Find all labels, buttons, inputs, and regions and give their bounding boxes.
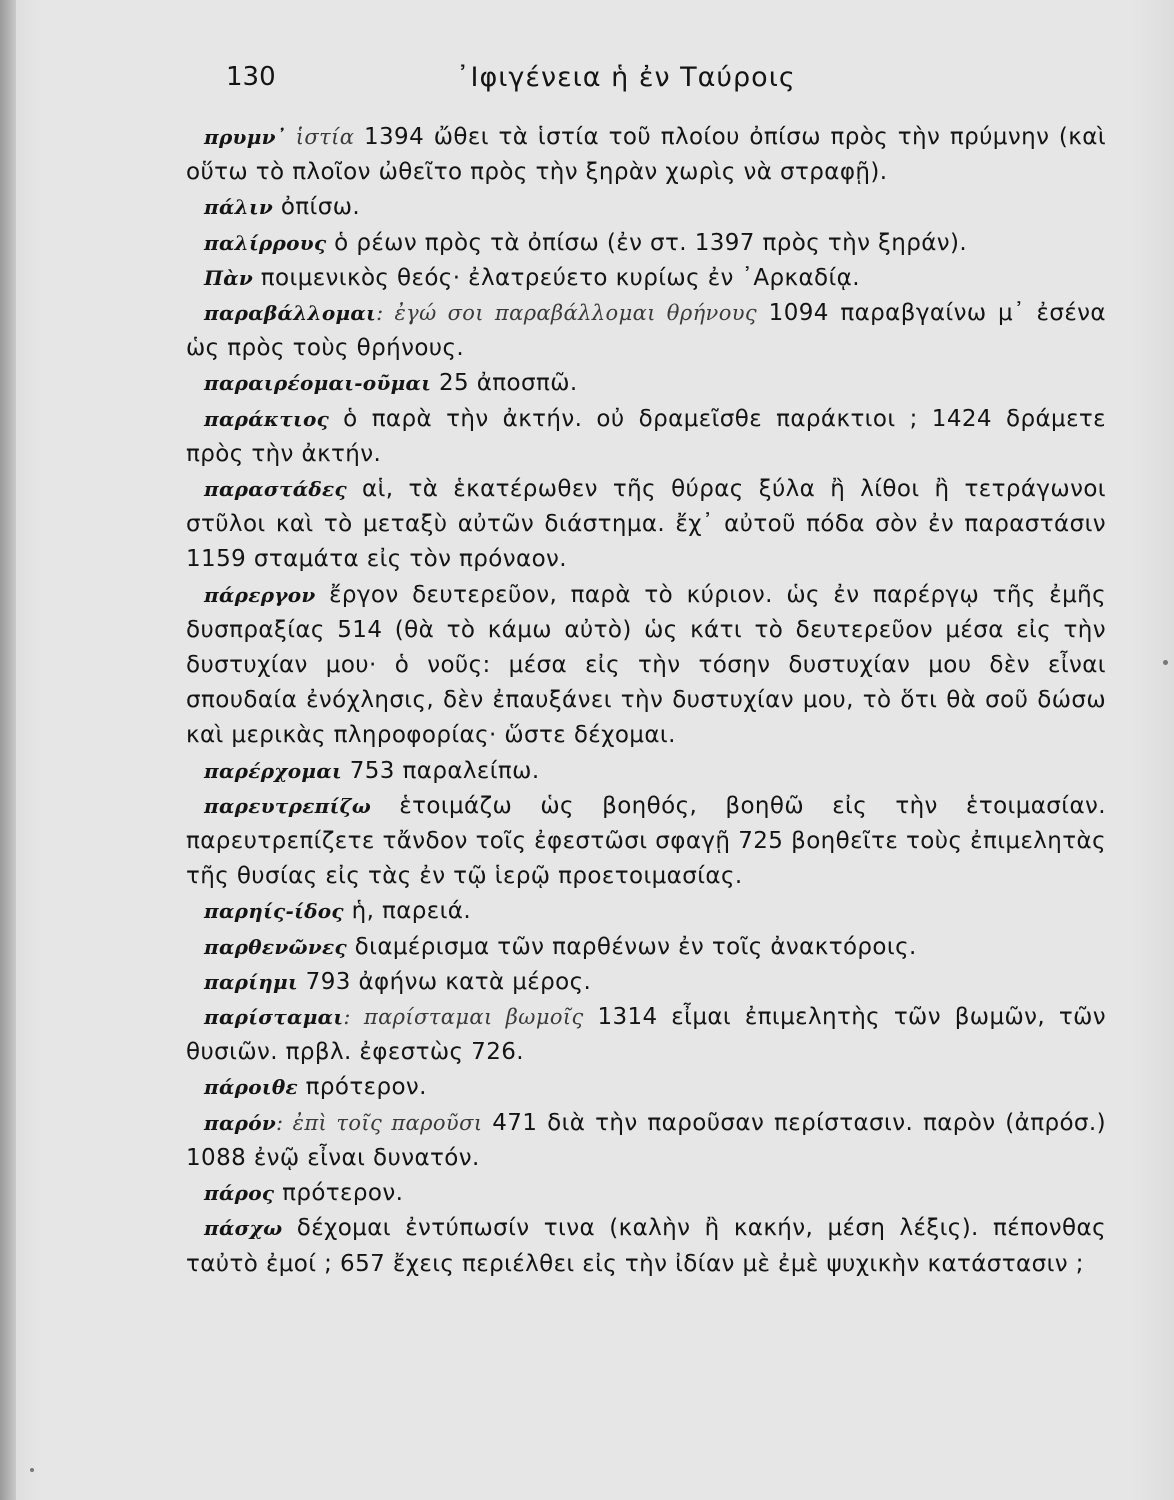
entry-headword: παρευτρεπίζω (204, 793, 372, 818)
entry-text: 1394 ὤθει τὰ ἱστία τοῦ πλοίου ὀπίσω πρὸς τὴν πρύμνην (καὶ οὕτω τὸ πλοῖον ὠθεῖτο πρὸς τὴν ξηρὰν χωρὶς νὰ στραφῇ). (186, 124, 1106, 186)
entry-headword: Πὰν (204, 265, 254, 290)
entry-text: αἱ, τὰ ἑκατέρωθεν τῆς θύρας ξύλα ἢ λίθοι ἢ τετράγωνοι στῦλοι καὶ τὸ μεταξὺ αὐτῶν διάστημα. ἔχ᾿ αὐτοῦ πόδα σὸν ἐν παραστάσιν 1159 σταμάτα εἰς τὸν πρόναον. (186, 476, 1106, 573)
entry-text: ἑτοιμάζω ὡς βοηθός, βοηθῶ εἰς τὴν ἑτοιμασίαν. παρευτρεπίζετε τἄνδον τοῖς ἐφεστῶσι σφαγῇ 725 βοηθεῖτε τοὺς ἐπιμελητὰς τῆς θυσίας εἰς τὰς ἐν τῷ ἱερῷ προετοιμασίας. (186, 792, 1106, 890)
entry-headword: πάρος (204, 1181, 275, 1206)
entry-quote: : ἐπὶ τοῖς παροῦσι (276, 1110, 483, 1135)
glossary-entry (186, 930, 1106, 965)
entry-quote: : ἐγώ σοι παραβάλλομαι θρήνους (376, 301, 758, 326)
entry-headword: παρίσταμαι (204, 1005, 344, 1030)
glossary-entry (186, 402, 1106, 472)
entry-text: ποιμενικὸς θεός· ἐλατρεύετο κυρίως ἐν ᾿Αρκαδίᾳ. (253, 264, 860, 291)
page-number: 130 (226, 62, 276, 92)
entry-headword: παρέρχομαι (204, 758, 342, 783)
running-title: ᾿Ιφιγένεια ἡ ἐν Ταύροις (456, 62, 796, 93)
glossary-entry (186, 1211, 1106, 1281)
entry-text: 753 παραλείπω. (342, 757, 540, 784)
paper-speck (1163, 660, 1168, 665)
paper-speck (30, 1468, 34, 1472)
entry-headword: πάλιν (204, 195, 274, 220)
entry-headword: παρόν (204, 1110, 277, 1135)
entry-headword: πάρεργον (204, 582, 316, 607)
entry-headword: παραστάδες (204, 477, 347, 502)
entry-text: ἔργον δευτερεῦον, παρὰ τὸ κύριον. ὡς ἐν παρέργῳ τῆς ἐμῆς δυσπραξίας 514 (θὰ τὸ κάμω αὐτὸ) ὡς κάτι τὸ δευτερεῦον μέσα εἰς τὴν δυστυχίαν μου· ὁ νοῦς: μέσα εἰς τὴν τόσην δυστυχίαν μου δὲν εἶναι σπουδαία ἐνόχλησις, δὲν ἐπαυξάνει τὴν δυστυχίαν μου, τὸ ὅτι θὰ σοῦ δώσω καὶ μερικὰς πληροφορίας· ὥστε δέχομαι. (186, 581, 1106, 749)
glossary-entry (186, 1176, 1106, 1211)
entry-text: ὁ ρέων πρὸς τὰ ὀπίσω (ἐν στ. 1397 πρὸς τὴν ξηράν). (326, 229, 968, 256)
entry-text: πρότερον. (297, 1074, 427, 1101)
entry-text: 25 ἀποσπῶ. (431, 370, 578, 397)
glossary-entry (186, 472, 1106, 578)
entry-headword: πρυμν᾿ (204, 125, 287, 149)
entry-text: 471 διὰ τὴν παροῦσαν περίστασιν. παρὸν (ἀπρόσ.) 1088 ἐνῷ εἶναι δυνατόν. (186, 1109, 1106, 1171)
entry-text: 1094 παραβγαίνω μ᾿ ἐσένα ὡς πρὸς τοὺς θρήνους. (186, 300, 1106, 362)
glossary-entry (186, 366, 1106, 401)
entry-headword: παλίρρους (204, 230, 327, 255)
entry-text: διαμέρισμα τῶν παρθένων ἐν τοῖς ἀνακτόροις. (346, 933, 917, 960)
glossary-entry (186, 261, 1106, 296)
entry-text: ὁ παρὰ τὴν ἀκτήν. οὐ δραμεῖσθε παράκτιοι ; 1424 δράμετε πρὸς τὴν ἀκτήν. (186, 405, 1106, 467)
entry-headword: παραβάλλομαι (204, 301, 377, 326)
entry-headword: παρθενῶνες (204, 934, 347, 959)
entry-headword: παρηίς-ίδος (204, 899, 344, 924)
glossary-body (186, 120, 1106, 1282)
glossary-entry (186, 190, 1106, 225)
entry-text: δέχομαι ἐντύπωσίν τινα (καλὴν ἢ κακήν, μέση λέξις). πέπονθας ταὐτὸ ἐμοί ; 657 ἔχεις περιέλθει εἰς τὴν ἰδίαν μὲ ἐμὲ ψυχικὴν κατάστασιν ; (186, 1215, 1106, 1277)
entry-headword: πάροιθε (204, 1075, 298, 1100)
entry-text: πρότερον. (274, 1180, 404, 1207)
entry-headword: παραιρέομαι-οῦμαι (204, 371, 432, 396)
entry-text: 1314 εἶμαι ἐπιμελητὴς τῶν βωμῶν, τῶν θυσιῶν. πρβλ. ἐφεστὼς 726. (186, 1004, 1106, 1066)
entry-headword: παρίημι (204, 969, 298, 994)
glossary-entry (186, 296, 1106, 366)
running-head (0, 62, 1174, 102)
glossary-entry (186, 1106, 1106, 1176)
glossary-entry (186, 120, 1106, 190)
entry-text: ὀπίσω. (273, 194, 361, 221)
entry-text: ἡ, παρειά. (343, 898, 472, 925)
entry-headword: πάσχω (204, 1216, 283, 1241)
glossary-entry (186, 789, 1106, 895)
entry-quote: : παρίσταμαι βωμοῖς (343, 1005, 584, 1030)
entry-quote: ἱστία (295, 125, 355, 149)
glossary-entry (186, 226, 1106, 261)
entry-text: 793 ἀφήνω κατὰ μέρος. (297, 968, 592, 995)
entry-headword: παράκτιος (204, 406, 330, 431)
page-spine-shadow (0, 0, 16, 1500)
glossary-entry (186, 894, 1106, 929)
glossary-entry (186, 965, 1106, 1000)
glossary-entry (186, 754, 1106, 789)
glossary-entry (186, 1000, 1106, 1070)
glossary-entry (186, 1070, 1106, 1105)
glossary-entry (186, 578, 1106, 754)
